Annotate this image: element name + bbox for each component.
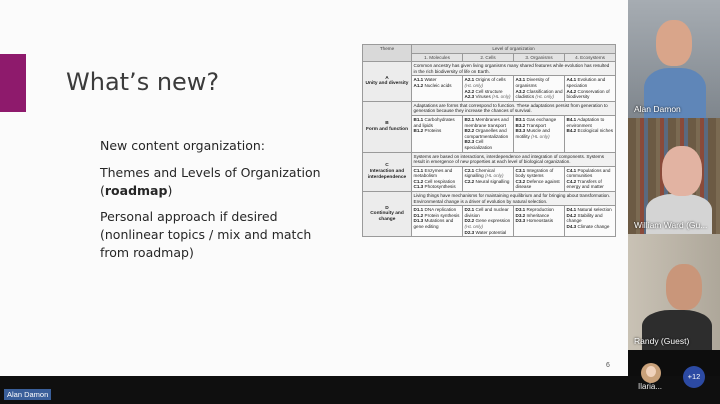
theme-label	[363, 152, 412, 192]
theme-description: Common ancestry has given living organisms many shared features while evolution has resulted in the rich biodiversity of life on Earth.	[412, 62, 616, 76]
topic-item	[516, 89, 563, 100]
topic-cell	[565, 166, 616, 191]
topic-item	[567, 213, 614, 224]
level-header: Level of organization	[412, 45, 616, 54]
topic-item	[414, 168, 461, 179]
topic-text: Viruses	[475, 94, 491, 100]
topic-item	[567, 89, 614, 100]
participant-tile[interactable]	[628, 118, 720, 234]
theme-name: Form and function	[365, 126, 409, 132]
topic-text: Conservation of biodiversity	[566, 88, 610, 100]
topic-cell	[412, 115, 463, 152]
topic-code: D4.1	[566, 207, 577, 213]
topic-text: Stability and change	[566, 212, 603, 224]
topic-text: Origins of cells	[475, 77, 506, 83]
topic-code: A4.2	[566, 88, 577, 94]
topic-item	[414, 83, 461, 89]
topic-text: Water potential	[475, 229, 507, 235]
slide-bullet: Themes and Levels of Organization	[100, 165, 321, 180]
topic-text: Gas exchange	[526, 116, 557, 122]
topic-cell	[463, 115, 514, 152]
topic-code: C4.2	[566, 178, 577, 184]
topic-item	[567, 179, 614, 190]
participant-face	[666, 264, 702, 310]
topic-code: B2.2	[464, 128, 475, 134]
theme-letter: A	[385, 75, 389, 81]
topic-code: D3.2	[515, 212, 526, 218]
topic-code: C2.1	[464, 167, 475, 173]
topic-text: Cell respiration	[424, 178, 456, 184]
theme-letter: C	[385, 163, 389, 169]
slide-title: What’s new?	[66, 68, 220, 96]
topic-text: Integration of body systems	[515, 167, 554, 179]
topic-item	[465, 77, 512, 88]
topic-item	[414, 218, 461, 229]
topic-item	[465, 218, 512, 229]
topic-item	[414, 117, 461, 128]
topic-item	[567, 224, 614, 230]
theme-letter: D	[385, 205, 389, 211]
topic-code: A4.1	[566, 77, 577, 83]
slide-accent-bar	[0, 54, 26, 112]
topic-text: Water	[424, 77, 437, 83]
topic-note: (HL only)	[531, 133, 550, 139]
topic-text: Cell structure	[475, 88, 503, 94]
topic-item	[567, 128, 614, 134]
topic-code: A1.1	[413, 77, 424, 83]
topic-text: Photosynthesis	[424, 184, 456, 190]
topic-code: A3.1	[515, 77, 526, 83]
topic-code: C3.1	[515, 167, 526, 173]
topic-text: Carbohydrates and lipids	[413, 116, 455, 128]
participant-face	[656, 20, 692, 66]
topic-code: C4.1	[566, 167, 577, 173]
topic-code: D1.1	[413, 207, 424, 213]
roadmap-table-body	[363, 62, 616, 237]
bottom-bar	[0, 376, 720, 404]
topic-text: Defence against disease	[515, 178, 560, 190]
topic-text: Evolution and speciation	[566, 77, 606, 88]
topic-cell	[514, 115, 565, 152]
topic-code: B3.2	[515, 122, 526, 128]
participant-overflow-name: Ilaria...	[638, 382, 663, 391]
topic-code: C3.2	[515, 178, 526, 184]
topic-text: Neural signalling	[475, 178, 510, 184]
topic-text: Enzymes and metabolism	[413, 167, 453, 179]
topic-code: B1.2	[413, 128, 424, 134]
theme-description: Systems are based on interactions, interdependence and integration of components. Systems result in emergence of new properties at each level of biological organization.	[412, 152, 616, 166]
topic-text: Populations and communities	[566, 167, 611, 179]
roadmap-table	[362, 44, 616, 237]
topic-item	[516, 77, 563, 88]
theme-label	[363, 101, 412, 152]
slide-bullet: from roadmap)	[100, 245, 194, 260]
column-header: 2. Cells	[463, 53, 514, 62]
topic-item	[465, 128, 512, 139]
topic-code: B2.1	[464, 116, 475, 122]
topic-item	[567, 117, 614, 128]
topic-cell	[412, 206, 463, 237]
topic-item	[516, 168, 563, 179]
bullet-paren-close: )	[167, 183, 173, 198]
topic-cell	[514, 166, 565, 191]
participant-name: Alan Damon	[634, 104, 681, 114]
topic-cell	[514, 76, 565, 101]
topic-code: D1.3	[413, 218, 424, 224]
topic-item	[465, 117, 512, 128]
topic-note: (HL only)	[464, 82, 484, 88]
theme-description: Living things have mechanisms for maintaining equilibrium and for bringing about transformation. Environmental change is a driver of evolution by natural selection.	[412, 192, 616, 206]
topic-code: B3.1	[515, 116, 526, 122]
participant-name: William Ward (Gu...	[634, 220, 708, 230]
topic-cell	[463, 76, 514, 101]
topic-item	[516, 128, 563, 139]
topic-code: B4.1	[566, 116, 577, 122]
column-header: 1. Molecules	[412, 53, 463, 62]
participant-tile[interactable]	[628, 234, 720, 350]
topic-text: Adaptation to environment	[566, 116, 605, 128]
topic-code: B1.1	[413, 116, 424, 122]
topic-code: D3.1	[515, 207, 526, 213]
topic-text: Protein synthesis	[424, 212, 460, 218]
topic-cell	[463, 166, 514, 191]
topic-code: D4.2	[566, 212, 577, 218]
topic-note: (HL only)	[464, 224, 484, 230]
topic-item	[465, 230, 512, 236]
topic-code: A2.3	[464, 94, 475, 100]
topic-text: Classification and cladistics	[515, 88, 563, 100]
topic-code: A3.2	[515, 88, 526, 94]
theme-name: Unity and diversity	[365, 81, 409, 87]
topic-code: C2.2	[464, 178, 475, 184]
topic-item	[465, 179, 512, 185]
theme-letter: B	[385, 121, 389, 127]
topic-text: Proteins	[424, 128, 442, 134]
column-header: 3. Organisms	[514, 53, 565, 62]
more-participants-button[interactable]: +12	[683, 366, 705, 388]
participant-face	[662, 146, 702, 196]
slide-page-number: 6	[606, 362, 610, 369]
theme-name: Continuity and change	[370, 211, 404, 222]
topic-code: D2.3	[464, 229, 475, 235]
topic-text: Gene expression	[475, 218, 511, 224]
topic-cell	[565, 115, 616, 152]
topic-text: Climate change	[577, 224, 610, 230]
topic-item	[465, 207, 512, 218]
topic-text: DNA replication	[424, 207, 457, 213]
topic-text: Natural selection	[577, 207, 612, 213]
topic-text: Chemical signalling	[464, 167, 495, 179]
topic-item	[465, 94, 512, 100]
slide-bullet: New content organization:	[100, 138, 266, 153]
topic-code: B4.2	[566, 128, 577, 134]
theme-name: Interaction and interdependence	[367, 168, 407, 180]
bullet-paren-open: (	[100, 183, 105, 198]
topic-cell	[565, 76, 616, 101]
topic-text: Organelles and compartmentalization	[464, 128, 509, 139]
topic-text: Membranes and membrane transport	[464, 116, 509, 128]
topic-note: (HL only)	[484, 173, 504, 179]
topic-code: D2.2	[464, 218, 475, 224]
topic-text: Transfers of energy and matter	[566, 178, 604, 190]
participant-name: Randy (Guest)	[634, 336, 690, 346]
topic-text: Inheritance	[526, 212, 550, 218]
topic-code: C1.2	[413, 178, 424, 184]
topic-item	[414, 184, 461, 190]
column-header: 4. Ecosystems	[565, 53, 616, 62]
participant-avatar[interactable]	[641, 363, 661, 383]
topic-code: C1.1	[413, 167, 424, 173]
topic-cell	[463, 206, 514, 237]
bullet-roadmap-word: roadmap	[104, 183, 168, 198]
self-view-label: Alan Damon	[4, 389, 51, 400]
topic-code: D1.2	[413, 212, 424, 218]
theme-label	[363, 192, 412, 237]
topic-text: Ecological niches	[577, 128, 613, 134]
topic-text: Reproduction	[526, 207, 554, 213]
topic-text: Muscle and motility	[515, 128, 550, 139]
topic-text: Homeostasis	[526, 218, 554, 224]
topic-code: D2.1	[464, 207, 475, 213]
topic-text: Cell and nuclear division	[464, 207, 509, 218]
topic-code: A2.2	[464, 88, 475, 94]
topic-item	[414, 128, 461, 134]
topic-note: (HL only)	[535, 94, 554, 100]
topic-cell	[412, 166, 463, 191]
slide-bullet: Personal approach if desired	[100, 209, 278, 224]
slide-bullet	[100, 182, 172, 200]
theme-description: Adaptations are forms that correspond to function. These adaptations persist from generation to generation because they increase the chances of survival.	[412, 101, 616, 115]
topic-code: A2.1	[464, 77, 475, 83]
topic-item	[567, 77, 614, 88]
avatar-face	[646, 366, 656, 377]
topic-text: Transport	[526, 122, 546, 128]
topic-item	[516, 179, 563, 190]
participant-tile[interactable]	[628, 0, 720, 118]
topic-code: D4.3	[566, 224, 577, 230]
topic-text: Cell specialization	[464, 139, 493, 150]
topic-code: D3.3	[515, 218, 526, 224]
topic-item	[465, 139, 512, 150]
topic-text: Nucleic acids	[424, 82, 452, 88]
theme-label	[363, 62, 412, 102]
topic-code: B2.3	[464, 139, 475, 145]
table-corner-header: Theme	[363, 45, 412, 62]
topic-cell	[565, 206, 616, 237]
topic-item	[465, 168, 512, 179]
topic-item	[516, 218, 563, 224]
topic-item	[567, 168, 614, 179]
topic-code: B3.3	[515, 128, 526, 134]
topic-code: A1.2	[413, 82, 424, 88]
topic-note: (HL only)	[492, 94, 511, 100]
topic-cell	[514, 206, 565, 237]
topic-cell	[412, 76, 463, 101]
topic-text: Diversity of organisms	[515, 77, 550, 88]
topic-code: C1.3	[413, 184, 424, 190]
topic-text: Mutations and gene editing	[413, 218, 454, 230]
slide-bullet: (nonlinear topics / mix and match	[100, 227, 312, 242]
